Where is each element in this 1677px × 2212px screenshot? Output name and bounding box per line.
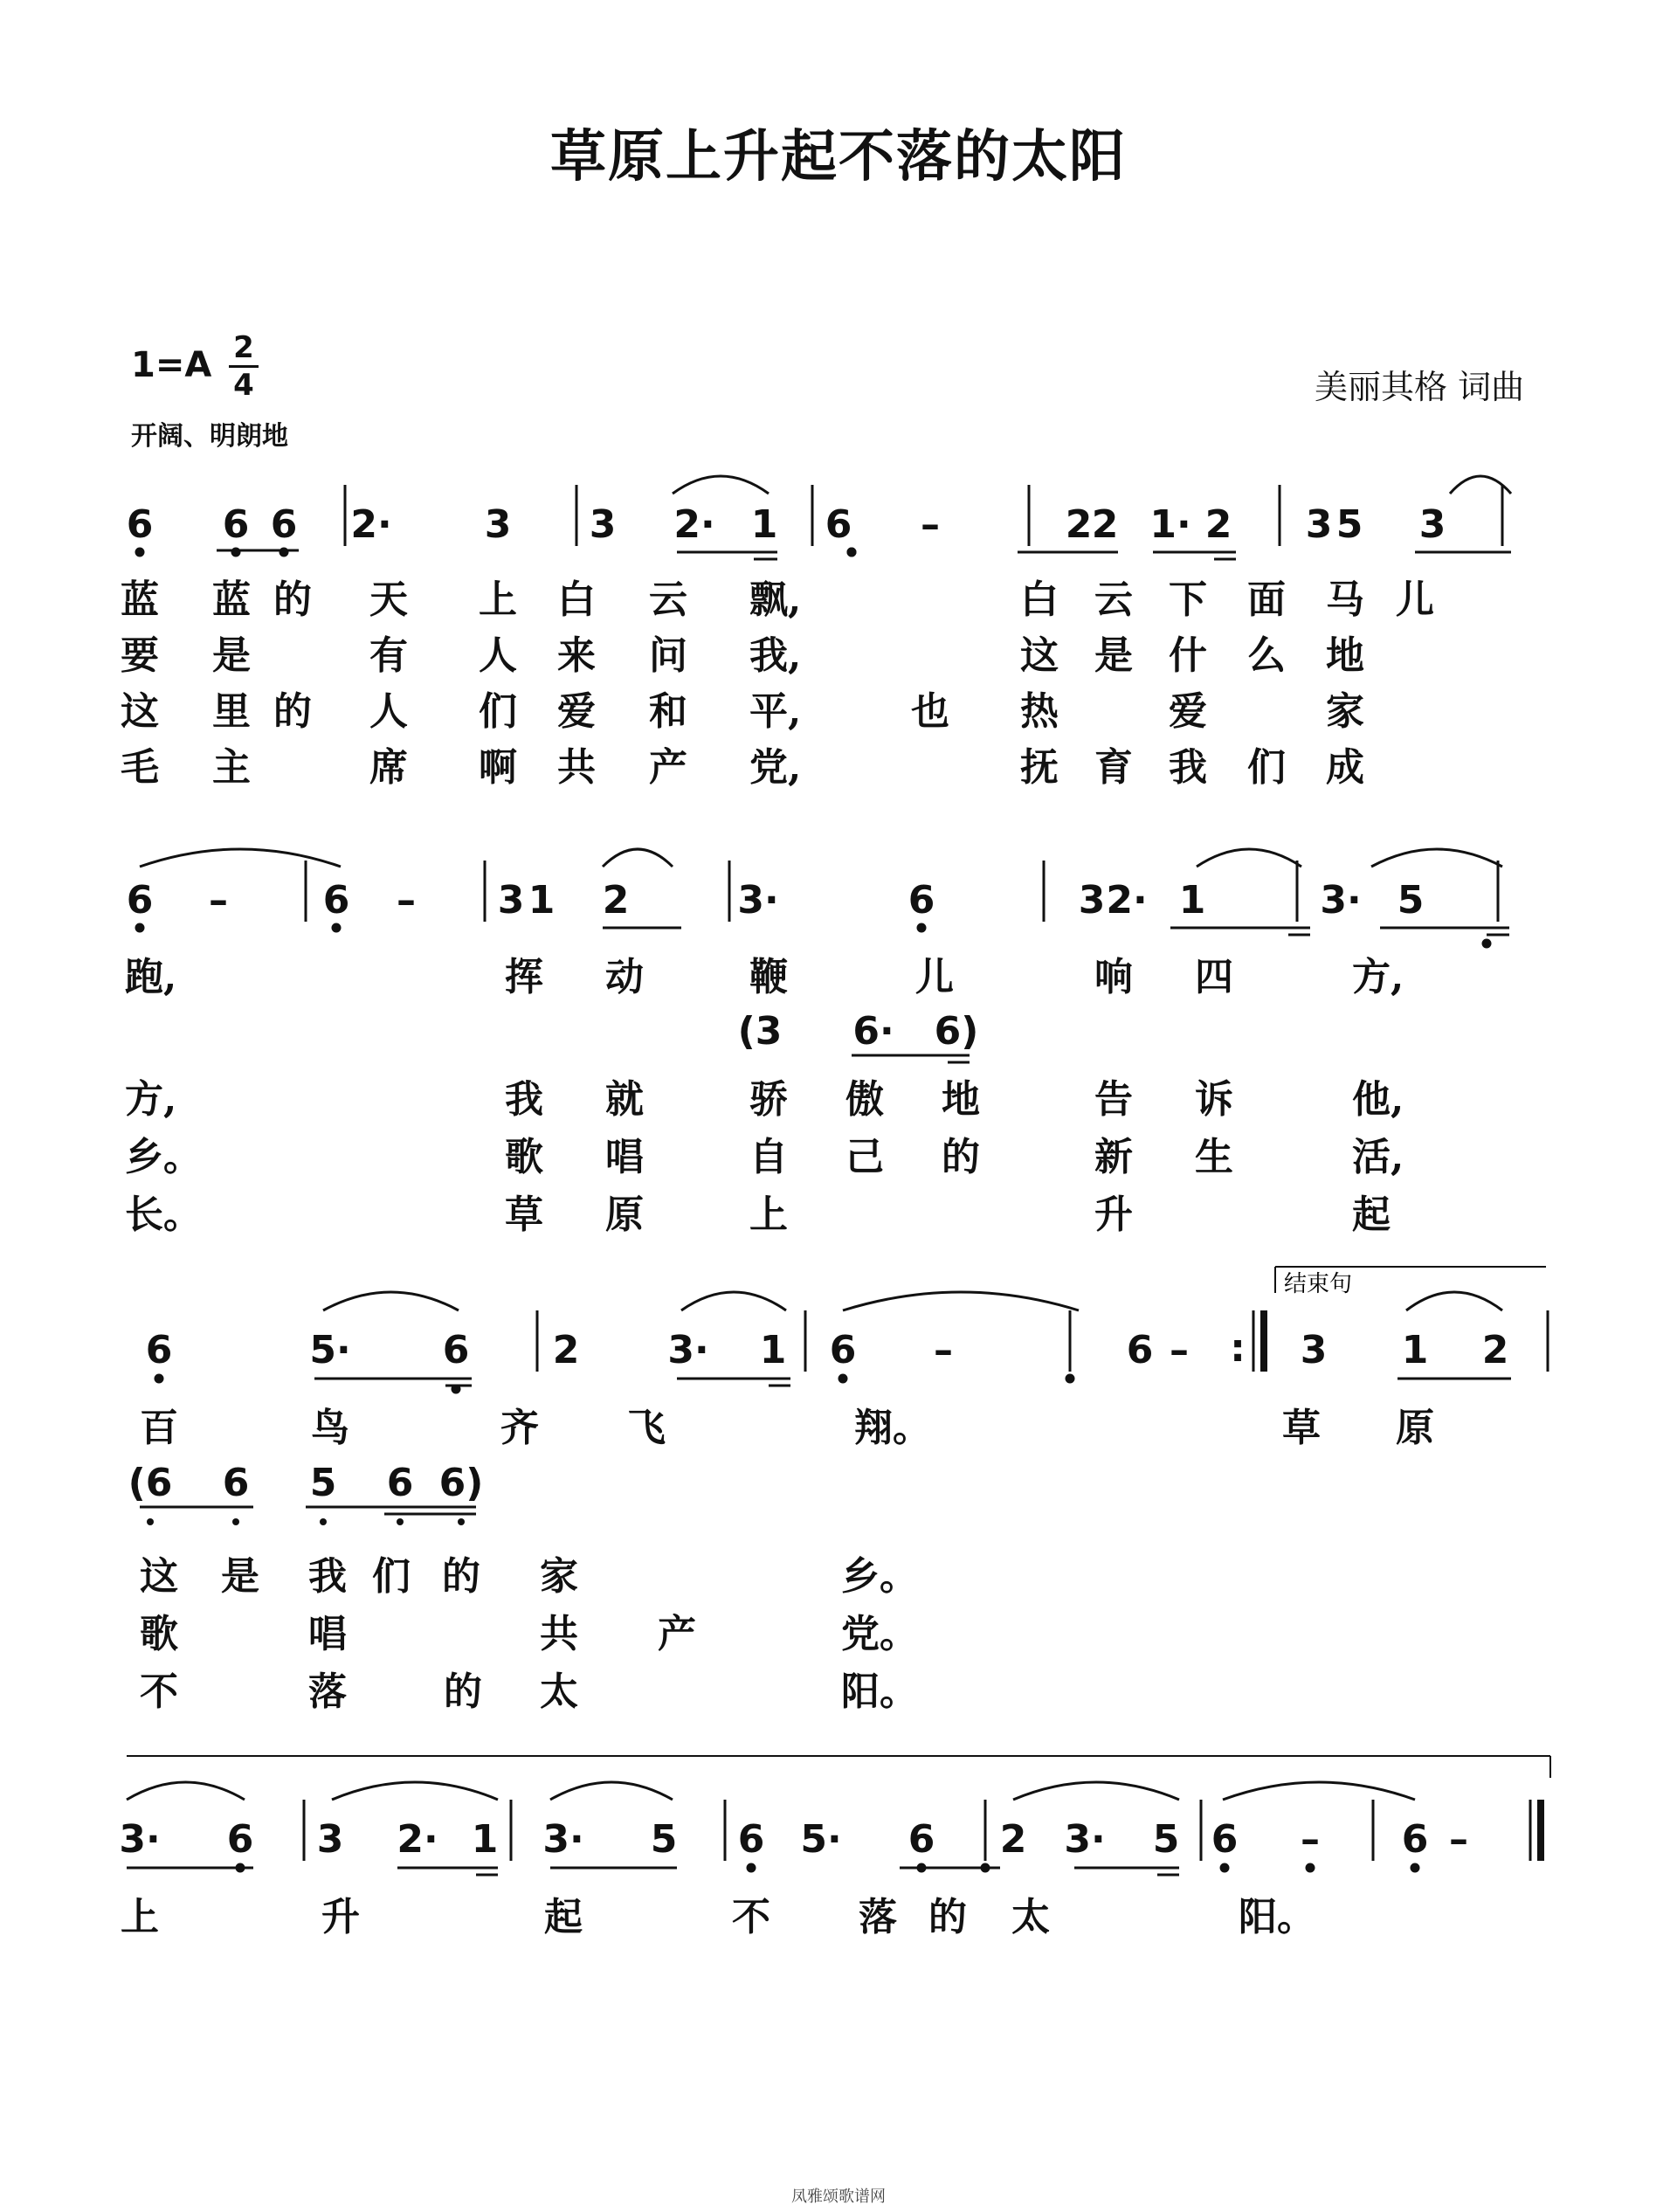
lyric-syllable: 升 — [321, 1895, 360, 1939]
lyric-syllable: 有 — [369, 633, 408, 678]
lyric-syllable: 的 — [442, 1554, 480, 1599]
octave-dot — [748, 1864, 755, 1871]
lyric-syllable: 活, — [1352, 1135, 1404, 1179]
lyric-syllable: 地 — [1326, 633, 1364, 678]
lyric-syllable: 地 — [942, 1077, 980, 1122]
lyric-syllable: 们 — [1247, 745, 1286, 790]
octave-dot — [136, 924, 143, 931]
lyric-syllable: 蓝 — [212, 577, 251, 622]
jianpu-note: 3 — [1078, 878, 1106, 923]
lyric-syllable: 自 — [749, 1135, 788, 1179]
jianpu-note: 3· — [667, 1328, 709, 1372]
jianpu-note: 2· — [673, 502, 715, 547]
jianpu-note: 5 — [1335, 502, 1363, 547]
jianpu-note: 3 — [316, 1817, 344, 1862]
jianpu-note: 3· — [119, 1817, 161, 1862]
alt-note: (6 — [128, 1461, 173, 1505]
lyric-syllable: 我, — [749, 633, 802, 678]
lyric-syllable: 家 — [1326, 689, 1364, 734]
jianpu-note: 6 — [908, 1817, 935, 1862]
composer-credit: 美丽其格 词曲 — [1315, 368, 1525, 406]
lyric-syllable: 响 — [1094, 955, 1133, 999]
lyric-syllable: 马 — [1326, 577, 1364, 622]
slur — [681, 1292, 786, 1310]
lyric-syllable: 傲 — [845, 1077, 884, 1122]
lyric-syllable: 百 — [140, 1406, 178, 1450]
lyric-syllable: 云 — [1094, 577, 1133, 622]
jianpu-note: 5 — [1152, 1817, 1180, 1862]
lyric-syllable: 席 — [369, 745, 408, 790]
jianpu-note: 6 — [145, 1328, 173, 1372]
lyric-syllable: 蓝 — [121, 577, 159, 622]
jianpu-note: 3· — [542, 1817, 584, 1862]
lyric-syllable: 么 — [1247, 633, 1286, 678]
lyric-syllable: 太 — [1011, 1895, 1050, 1939]
slur — [603, 849, 673, 867]
octave-dot — [918, 1864, 925, 1871]
lyric-syllable: 平, — [749, 689, 802, 734]
jianpu-note: 6 — [825, 502, 852, 547]
lyric-syllable: 什 — [1169, 633, 1207, 678]
jianpu-note: 2· — [1106, 878, 1148, 923]
jianpu-note: 3 — [1300, 1328, 1328, 1372]
slur — [1406, 1292, 1502, 1310]
slur — [673, 476, 769, 494]
lyric-syllable: 乡。 — [841, 1554, 918, 1599]
lyric-syllable: 也 — [911, 689, 949, 734]
score-system-2 — [127, 861, 1498, 923]
jianpu-note: 5 — [650, 1817, 678, 1862]
lyric-syllable: 是 — [1094, 633, 1133, 678]
lyric-syllable: 落 — [859, 1895, 897, 1939]
octave-dot — [1483, 940, 1490, 947]
lyric-syllable: 飞 — [627, 1406, 666, 1450]
lyric-syllable: 草 — [505, 1192, 543, 1237]
octave-dot — [1221, 1864, 1228, 1871]
lyric-syllable: 是 — [212, 633, 251, 678]
lyric-syllable: 爱 — [557, 689, 596, 734]
time-signature-top: 2 — [233, 330, 254, 365]
lyric-syllable: 的 — [942, 1135, 980, 1179]
jianpu-note: – — [1170, 1328, 1189, 1372]
alt-notes-system-2 — [738, 1009, 979, 1062]
lyric-syllable: 唱 — [308, 1612, 347, 1656]
lyric-syllable: 人 — [479, 633, 517, 678]
jianpu-note: 3· — [1064, 1817, 1106, 1862]
lyric-syllable: 起 — [544, 1895, 583, 1939]
lyric-syllable: 主 — [212, 745, 251, 790]
score-system-1 — [127, 485, 1502, 547]
lyric-syllable: 就 — [605, 1077, 644, 1122]
footer-source: 凤雅颂歌谱网 — [791, 2188, 886, 2206]
slur — [127, 1782, 245, 1800]
jianpu-note: 6 — [270, 502, 298, 547]
lyric-syllable: 骄 — [749, 1077, 788, 1122]
lyric-syllable: 草 — [1282, 1406, 1321, 1450]
lyric-syllable: 共 — [540, 1612, 578, 1656]
jianpu-note: 2 — [999, 1817, 1027, 1862]
octave-dot — [397, 1518, 404, 1525]
lyric-syllable: 上 — [749, 1192, 788, 1237]
lyric-syllable: 党, — [749, 745, 802, 790]
jianpu-note: 6 — [126, 502, 154, 547]
alt-note: 6 — [222, 1461, 250, 1505]
lyric-syllable: 方, — [125, 1077, 177, 1122]
jianpu-note: 6 — [829, 1328, 857, 1372]
jianpu-note: – — [934, 1328, 953, 1372]
lyric-syllable: 毛 — [121, 745, 159, 790]
lyric-syllable: 动 — [605, 955, 644, 999]
jianpu-note: 3· — [737, 878, 779, 923]
lyric-syllable: 我 — [1169, 745, 1207, 790]
lyric-syllable: 不 — [732, 1895, 770, 1939]
alt-note: 6) — [934, 1009, 979, 1054]
jianpu-note: – — [921, 502, 940, 547]
jianpu-note: 3 — [589, 502, 617, 547]
jianpu-note: – — [1449, 1817, 1468, 1862]
jianpu-note: 5 — [1397, 878, 1425, 923]
jianpu-note: 2· — [350, 502, 392, 547]
lyric-syllable: 问 — [649, 633, 687, 678]
jianpu-note: 2 — [1091, 502, 1119, 547]
jianpu-note: – — [1301, 1817, 1320, 1862]
slur — [843, 1292, 1079, 1310]
slur — [1197, 849, 1301, 867]
song-title: 草原上升起不落的太阳 — [550, 125, 1127, 190]
jianpu-note: 6 — [442, 1328, 470, 1372]
octave-dot — [280, 549, 287, 556]
jianpu-note: 3 — [484, 502, 512, 547]
lyric-syllable: 原 — [1396, 1406, 1434, 1450]
octave-dot — [232, 549, 239, 556]
octave-dot — [848, 549, 855, 556]
lyric-syllable: 爱 — [1169, 689, 1207, 734]
jianpu-note: 2 — [1481, 1328, 1509, 1372]
lyric-syllable: 告 — [1094, 1077, 1133, 1122]
jianpu-note: 2 — [552, 1328, 580, 1372]
jianpu-note: 1 — [1178, 878, 1206, 923]
lyric-syllable: 鞭 — [749, 955, 788, 999]
jianpu-note: 6 — [222, 502, 250, 547]
tempo-marking: 开阔、明朗地 — [131, 421, 288, 452]
lyric-syllable: 是 — [221, 1554, 259, 1599]
jianpu-note: 6 — [226, 1817, 254, 1862]
octave-dot — [1307, 1864, 1314, 1871]
lyric-syllable: 乡。 — [125, 1135, 202, 1179]
lyric-syllable: 诉 — [1195, 1077, 1233, 1122]
octave-dot — [155, 1375, 162, 1382]
alt-note: 6) — [438, 1461, 484, 1505]
jianpu-note: 2· — [397, 1817, 438, 1862]
lyric-syllable: 我 — [308, 1554, 347, 1599]
lyric-syllable: 挥 — [505, 955, 543, 999]
lyric-syllable: 升 — [1094, 1192, 1133, 1237]
octave-dot — [232, 1518, 239, 1525]
lyric-syllable: 的 — [928, 1895, 967, 1939]
jianpu-note: – — [397, 878, 416, 923]
lyric-syllable: 唱 — [605, 1135, 644, 1179]
lyric-syllable: 育 — [1094, 745, 1133, 790]
jianpu-note: 5· — [800, 1817, 842, 1862]
alt-note: 5 — [309, 1461, 337, 1505]
jianpu-note: 1 — [1401, 1328, 1429, 1372]
slur — [140, 849, 341, 867]
lyric-syllable: 里 — [212, 689, 251, 734]
lyric-syllable: 四 — [1195, 955, 1233, 999]
lyric-syllable: 人 — [369, 689, 408, 734]
jianpu-note: 1 — [750, 502, 778, 547]
repeat-dots: : — [1230, 1326, 1246, 1371]
octave-dot — [839, 1375, 846, 1382]
lyric-syllable: 的 — [273, 689, 312, 734]
lyric-syllable: 产 — [649, 745, 687, 790]
lyric-syllable: 太 — [540, 1669, 578, 1714]
jianpu-note: 3 — [1418, 502, 1446, 547]
lyric-syllable: 不 — [140, 1669, 178, 1714]
lyric-syllable: 共 — [557, 745, 596, 790]
lyric-syllable: 飘, — [749, 577, 802, 622]
slur — [1223, 1782, 1415, 1800]
jianpu-note: 1 — [471, 1817, 499, 1862]
octave-dot — [918, 924, 925, 931]
key-signature: 1=A — [131, 345, 212, 385]
lyric-syllable: 鸟 — [311, 1406, 349, 1450]
slur — [323, 1292, 459, 1310]
jianpu-note: 3· — [1320, 878, 1362, 923]
jianpu-note: 6 — [126, 878, 154, 923]
jianpu-note: 2 — [1204, 502, 1232, 547]
lyric-syllable: 跑, — [125, 955, 177, 999]
lyric-syllable: 下 — [1169, 577, 1207, 622]
jianpu-note: 2 — [602, 878, 630, 923]
alt-note: 6· — [852, 1009, 894, 1054]
lyric-syllable: 阳。 — [841, 1669, 918, 1714]
lyric-syllable: 成 — [1326, 745, 1364, 790]
octave-dot — [1066, 1375, 1073, 1382]
octave-dot — [147, 1518, 154, 1525]
time-signature-bottom: 4 — [233, 368, 254, 403]
lyric-syllable: 原 — [605, 1192, 644, 1237]
lyric-syllable: 来 — [557, 633, 596, 678]
lyric-syllable: 方, — [1352, 955, 1404, 999]
lyric-syllable: 歌 — [140, 1612, 178, 1656]
lyric-syllable: 天 — [369, 577, 408, 622]
lyric-syllable: 家 — [540, 1554, 578, 1599]
lyric-syllable: 产 — [658, 1612, 696, 1656]
jianpu-note: 6 — [1401, 1817, 1429, 1862]
lyric-syllable: 白 — [1020, 577, 1059, 622]
score-system-3 — [146, 1310, 1548, 1372]
jianpu-note: 6 — [1126, 1328, 1154, 1372]
jianpu-note: 6 — [908, 878, 935, 923]
octave-dot — [848, 549, 855, 556]
jianpu-note: 6 — [322, 878, 350, 923]
lyric-syllable: 啊 — [479, 745, 517, 790]
slur — [1371, 849, 1502, 867]
lyric-syllable: 阳。 — [1239, 1895, 1315, 1939]
lyric-syllable: 这 — [1020, 633, 1059, 678]
lyric-syllable: 上 — [479, 577, 517, 622]
octave-dot — [320, 1518, 327, 1525]
lyric-syllable: 新 — [1094, 1135, 1133, 1179]
jianpu-note: 1· — [1149, 502, 1191, 547]
octave-dot — [452, 1386, 459, 1393]
jianpu-note: 5· — [309, 1328, 351, 1372]
lyric-syllable: 他, — [1352, 1077, 1404, 1122]
lyric-syllable: 己 — [845, 1135, 884, 1179]
octave-dot — [458, 1518, 465, 1525]
jianpu-note: 3 — [1305, 502, 1333, 547]
slur — [1450, 476, 1511, 494]
lyric-syllable: 起 — [1352, 1192, 1391, 1237]
lyric-syllable: 们 — [372, 1554, 411, 1599]
score-system-4 — [119, 1800, 1541, 1862]
jianpu-note: 3 — [497, 878, 525, 923]
lyric-syllable: 我 — [505, 1077, 543, 1122]
octave-dot — [136, 549, 143, 556]
time-signature — [229, 332, 259, 401]
lyric-syllable: 抚 — [1020, 745, 1059, 790]
jianpu-note: – — [209, 878, 228, 923]
octave-dot — [1411, 1864, 1418, 1871]
alt-notes-system-3 — [128, 1461, 484, 1525]
octave-dot — [982, 1864, 989, 1871]
jianpu-note: 6 — [737, 1817, 765, 1862]
lyric-syllable: 面 — [1247, 577, 1286, 622]
lyric-syllable: 党。 — [841, 1612, 918, 1656]
jianpu-note: 1 — [528, 878, 556, 923]
lyric-syllable: 要 — [121, 633, 159, 678]
lyric-syllable: 白 — [557, 577, 596, 622]
jianpu-note: 2 — [1065, 502, 1093, 547]
slur — [1013, 1782, 1179, 1800]
lyric-syllable: 长。 — [125, 1192, 202, 1237]
slur — [550, 1782, 673, 1800]
lyric-syllable: 们 — [479, 689, 517, 734]
lyric-syllable: 热 — [1020, 689, 1059, 734]
octave-dot — [237, 1864, 244, 1871]
lyric-syllable: 的 — [444, 1669, 482, 1714]
lyric-syllable: 这 — [140, 1554, 178, 1599]
slur — [332, 1782, 498, 1800]
lyric-syllable: 这 — [121, 689, 159, 734]
octave-dot — [333, 924, 340, 931]
lyric-syllable: 和 — [649, 689, 687, 734]
lyric-syllable: 云 — [649, 577, 687, 622]
lyric-syllable: 上 — [121, 1895, 159, 1939]
lyric-syllable: 翔。 — [854, 1406, 931, 1450]
lyric-syllable: 生 — [1195, 1135, 1233, 1179]
alt-note: 6 — [386, 1461, 414, 1505]
jianpu-note: 6 — [1211, 1817, 1239, 1862]
ending-label: 结束句 — [1284, 1271, 1353, 1297]
lyric-syllable: 儿 — [1396, 577, 1434, 622]
jianpu-note: 1 — [759, 1328, 787, 1372]
lyric-syllable: 的 — [273, 577, 312, 622]
ending-label-group — [1284, 1271, 1352, 1297]
lyric-syllable: 落 — [308, 1669, 347, 1714]
alt-note: (3 — [737, 1009, 783, 1054]
lyric-syllable: 儿 — [915, 955, 954, 999]
lyric-syllable: 齐 — [500, 1406, 539, 1450]
lyric-syllable: 歌 — [505, 1135, 543, 1179]
